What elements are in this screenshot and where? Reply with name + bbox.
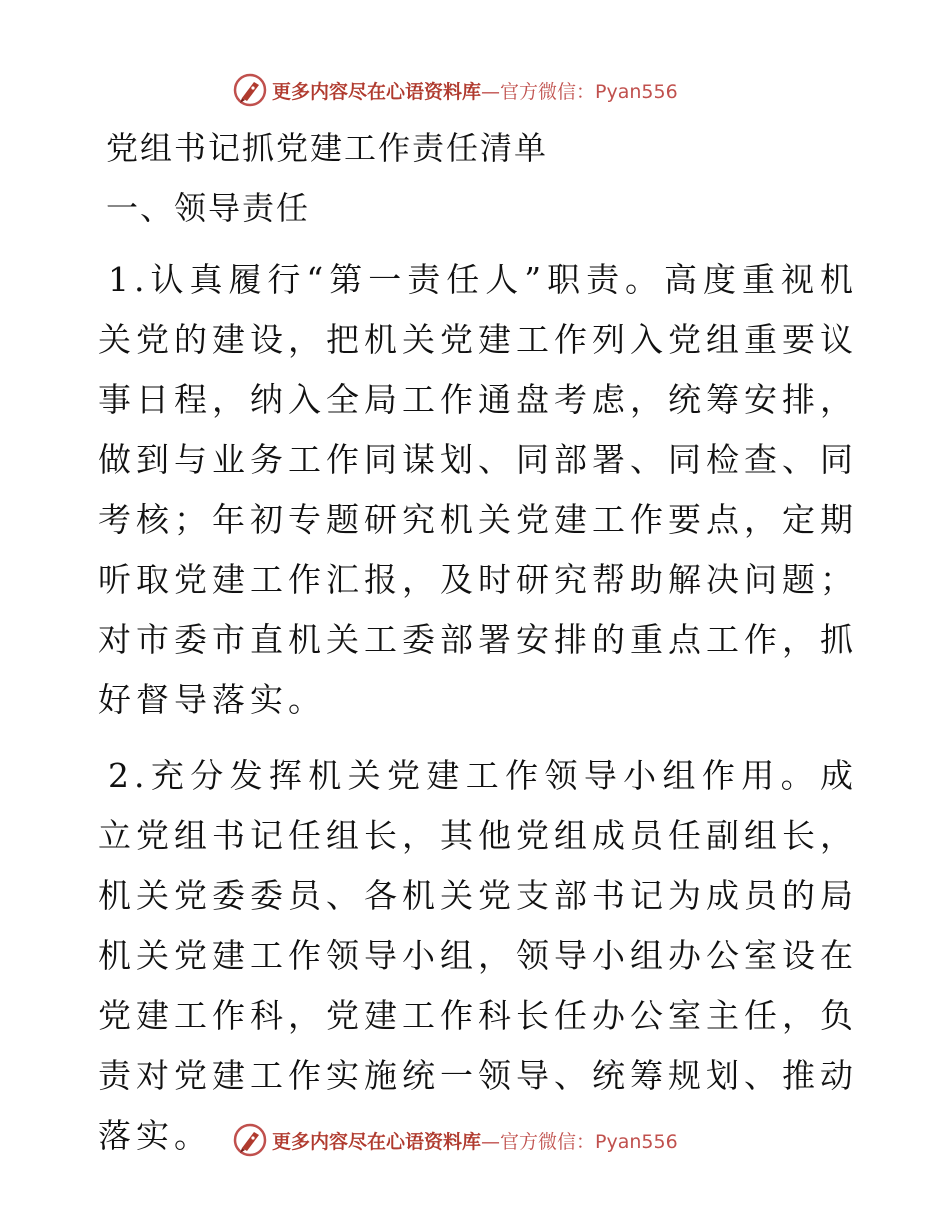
watermark-separator: — — [481, 1130, 501, 1153]
watermark-wechat-id: Pyan556 — [595, 1130, 678, 1153]
watermark-site-name: 更多内容尽在心语资料库 — [272, 1130, 482, 1153]
pen-nib-logo-icon — [232, 72, 268, 108]
watermark-separator: — — [481, 80, 501, 103]
watermark-wechat-label: 官方微信： — [500, 1130, 596, 1153]
watermark-banner-top — [232, 70, 678, 110]
paragraph-2: 2.充分发挥机关党建工作领导小组作用。成立党组书记任组长，其他党组成员任副组长，机关党委委员、各机关党支部书记为成员的局机关党建工作领导小组，领导小组办公室设在党建工作科，党建工作科长任办公室主任，负责对党建工作实施统一领导、统筹规划、推动落实。 — [98, 756, 858, 1155]
watermark-text — [272, 77, 678, 104]
pen-nib-logo-icon — [232, 1122, 268, 1158]
paragraph-1: 1.认真履行“第一责任人”职责。高度重视机关党的建设，把机关党建工作列入党组重要议事日程，纳入全局工作通盘考虑，统筹安排，做到与业务工作同谋划、同部署、同检查、同考核；年初专题研究机关党建工作要点，定期听取党建工作汇报，及时研究帮助解决问题；对市委市直机关工委部署安排的重点工作，抓好督导落实。 — [98, 260, 858, 719]
section-heading: 一、领导责任 — [106, 189, 311, 227]
watermark-wechat-id: Pyan556 — [595, 80, 678, 103]
watermark-banner-bottom — [232, 1120, 678, 1160]
watermark-site-name: 更多内容尽在心语资料库 — [272, 80, 482, 103]
watermark-wechat-label: 官方微信： — [500, 80, 596, 103]
watermark-text — [272, 1127, 678, 1154]
document-title: 党组书记抓党建工作责任清单 — [106, 129, 549, 167]
document-body — [98, 118, 858, 1166]
